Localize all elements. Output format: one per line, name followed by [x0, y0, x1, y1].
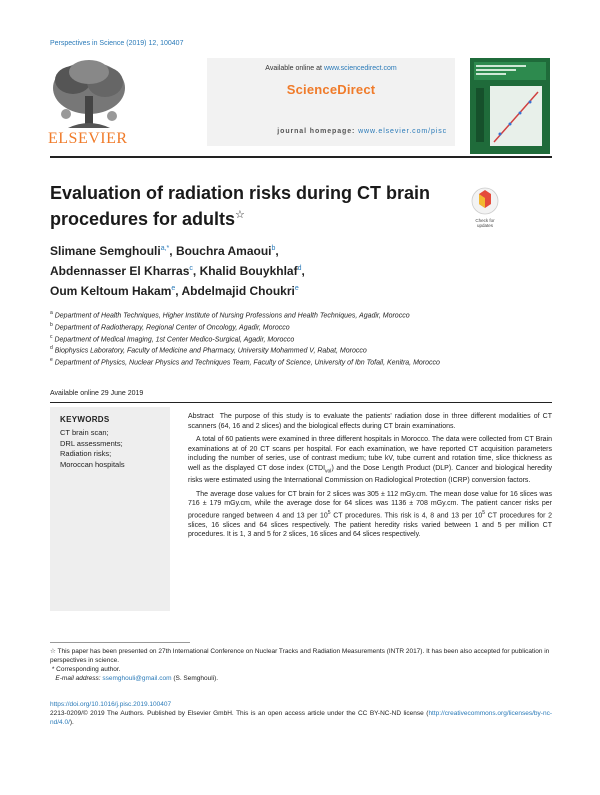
abstract-text: CT procedures. This risk is 4, 8 and 13 per 10	[330, 512, 483, 520]
affiliation-item	[50, 321, 460, 333]
sciencedirect-brand: ScienceDirect	[286, 82, 376, 97]
badge-line-2: updates	[476, 223, 493, 228]
email-link[interactable]: ssemghouli@gmail.com	[102, 675, 172, 682]
abstract-text: CT procedures for 2 slices, 16 slices and 64 slices respectively. The patient heredity risks varied between 1 and 5 per million CT procedures. It is 1, 3 and 5 for 2 slices, 16 slices and 64 slices respectively.	[188, 512, 552, 539]
affiliation-text: Biophysics Laboratory, Faculty of Medicine and Pharmacy, University Mohammed V, Rabat, Morocco	[54, 347, 367, 355]
author-list	[50, 240, 430, 300]
author-separator: ,	[169, 244, 176, 258]
author-separator: ,	[275, 244, 279, 258]
article-footer	[50, 700, 552, 727]
author-name: Oum Keltoum Hakam	[50, 284, 172, 298]
affiliations	[50, 309, 460, 368]
available-prefix: Available online at	[265, 65, 322, 72]
section-rule	[50, 402, 552, 403]
affiliation-item	[50, 333, 460, 345]
title-line-2: procedures for adults	[50, 209, 236, 229]
footnote-text: Corresponding author.	[56, 666, 121, 673]
article-title	[50, 182, 460, 230]
subscript: vol	[325, 467, 332, 474]
keyword-item: DRL assessments;	[60, 438, 123, 448]
title-footnote-mark[interactable]: ☆	[235, 209, 245, 221]
keywords-list	[60, 428, 125, 470]
affiliation-mark: b	[50, 321, 53, 328]
superscript: 5	[482, 509, 486, 516]
keywords-box	[50, 407, 170, 611]
affiliation-text: Department of Medical Imaging, 1st Center Medico-Surgical, Agadir, Morocco	[54, 335, 295, 343]
header-rule	[50, 156, 552, 158]
author-name: Khalid Bouykhlaf	[199, 264, 298, 278]
journal-homepage-url[interactable]: www.elsevier.com/pisc	[358, 128, 447, 135]
author-separator: ,	[301, 264, 305, 278]
sciencedirect-url[interactable]: www.sciencedirect.com	[323, 65, 397, 72]
affiliation-item	[50, 344, 460, 356]
affiliation-text: Department of Health Techniques, Higher Institute of Nursing Professions and Health Techniques, Agadir, Morocco	[54, 312, 410, 320]
footnote-star	[50, 647, 552, 665]
available-online-line	[207, 65, 455, 72]
author-separator: ,	[192, 264, 200, 278]
abstract-label: Abstract	[188, 413, 214, 420]
email-owner: (S. Semghouli).	[173, 675, 219, 682]
abstract	[188, 412, 552, 544]
footnote-mark: ☆	[50, 648, 56, 655]
footnote-rule	[50, 642, 190, 643]
doi-link[interactable]: https://doi.org/10.1016/j.pisc.2019.100407	[50, 701, 172, 708]
author-affil-mark[interactable]: c	[189, 265, 193, 272]
footnote-mark: *	[51, 666, 55, 673]
author-name: Slimane Semghouli	[50, 244, 161, 258]
affiliation-item	[50, 309, 460, 321]
abstract-text: ) and the Dose Length Product (DLP). Cancer and biological heredity risks were estimated using the International Commission on Radiological Protection (ICRP) conversion factors.	[188, 464, 553, 485]
abstract-text: The purpose of this study is to evaluate the patients' radiation dose in three different modalities of CT scanners (64, 16 and 2 slices) and the biological effects during CT brain examinations.	[188, 413, 552, 430]
abstract-paragraph	[188, 435, 552, 486]
license-text: 2213-0209/© 2019 The Authors. Published by Elsevier GmbH. This is an open access article under the CC BY-NC-ND license (	[50, 710, 429, 717]
affiliation-mark: a	[50, 310, 53, 316]
author-name: Bouchra Amaoui	[175, 244, 272, 258]
footnote-email	[50, 674, 552, 683]
homepage-label: journal homepage:	[277, 128, 356, 135]
footnote-corresponding	[50, 665, 552, 674]
publisher-wordmark: ELSEVIER	[48, 130, 128, 147]
abstract-paragraph	[188, 412, 552, 431]
title-line-1: Evaluation of radiation risks during CT brain	[50, 183, 431, 203]
license-link[interactable]: http://creativecommons.org/licenses/by-nc-nd/4.0/	[50, 710, 552, 726]
superscript: 5	[327, 509, 331, 516]
affiliation-text: Department of Radiotherapy, Regional Center of Oncology, Agadir, Morocco	[54, 324, 290, 332]
keyword-item: CT brain scan;	[60, 428, 109, 437]
available-online-date: Available online 29 June 2019	[50, 390, 144, 397]
author-affil-mark[interactable]: a,*	[160, 245, 170, 252]
email-label: E-mail address:	[55, 675, 101, 682]
license-end: ).	[69, 719, 74, 726]
check-for-updates-label[interactable]	[464, 218, 506, 228]
affiliation-item	[50, 356, 460, 368]
abstract-text: A total of 60 patients were examined in three different hospitals in Morocco. The data were collected from CT Brain examinations at of 20 CT scans per hospital. For each examination, we have reported CT acquisition parameters including the number of series, use of contrast medium; tube kV, tube current and rotation time, slice thickness as well as the displayed CT dose index (CTDI	[188, 436, 552, 472]
journal-reference[interactable]: Perspectives in Science (2019) 12, 100407	[50, 40, 184, 47]
keyword-item: Radiation risks;	[60, 449, 112, 458]
affiliation-text: Department of Physics, Nuclear Physics and Techniques Team, Faculty of Science, University of Ibn Tofail, Kenitra, Morocco	[54, 359, 440, 367]
abstract-paragraph	[188, 490, 552, 540]
keywords-heading: KEYWORDS	[60, 415, 110, 424]
abstract-text: The average dose values for CT brain for 2 slices was 305 ± 112 mGy.cm. The mean dose value for 16 slices was 716 ± 179 mGy.cm, while the average dose for 64 slices was 1136 ± 708 mGy.cm. The patient cancer risks per procedure ranged between 4 and 13 per 10	[188, 490, 552, 520]
footnote-text: This paper has been presented on 27th International Conference on Nuclear Tracks and Radiation Measurements (INTR 2017). It has been also accepted for publication in perspectives in science.	[50, 648, 550, 664]
badge-line-1: Check for	[475, 218, 495, 223]
affiliation-mark: e	[50, 357, 53, 364]
author-affil-mark[interactable]: b	[271, 245, 276, 252]
author-name: Abdelmajid Choukri	[181, 284, 295, 298]
journal-cover-thumbnail	[470, 58, 550, 154]
affiliation-mark: d	[50, 345, 53, 352]
affiliation-mark: c	[50, 333, 53, 340]
journal-header-box	[207, 58, 455, 146]
author-affil-mark[interactable]: e	[294, 285, 299, 292]
keyword-item: Moroccan hospitals	[60, 459, 125, 469]
author-affil-mark[interactable]: e	[171, 285, 176, 292]
author-affil-mark[interactable]: d	[297, 265, 302, 272]
journal-homepage-line	[277, 128, 447, 135]
author-separator: ,	[175, 284, 182, 298]
check-for-updates-icon[interactable]	[470, 186, 500, 216]
footnotes	[50, 647, 552, 683]
author-name: Abdennasser El Kharras	[50, 264, 190, 278]
